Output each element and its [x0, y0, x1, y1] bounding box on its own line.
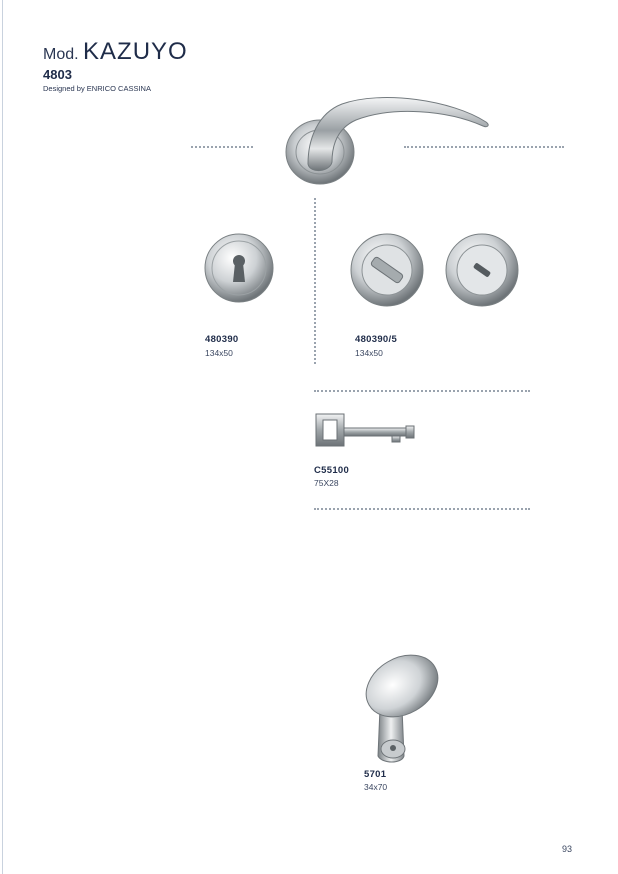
- product-code-C55100: C55100: [314, 465, 350, 476]
- designer-credit: Designed by ENRICO CASSINA: [43, 84, 151, 93]
- product-code-5701: 5701: [364, 769, 387, 780]
- divider-middle: [314, 390, 530, 392]
- model-name: KAZUYO: [83, 38, 188, 65]
- divider-lower: [314, 508, 530, 510]
- privacy-turn-image: [348, 232, 426, 308]
- emergency-key-image: [314, 410, 420, 450]
- divider-vertical: [314, 198, 316, 364]
- keyhole-escutcheon-image: [203, 232, 275, 304]
- product-dimensions-C55100: 75X28: [314, 478, 339, 488]
- lever-handle-image: [282, 92, 494, 194]
- coat-hook-image: [358, 648, 442, 766]
- model-number: 4803: [43, 67, 72, 82]
- product-dimensions-5701: 34x70: [364, 782, 388, 792]
- product-code-480390: 480390: [205, 334, 239, 345]
- emergency-release-image: [443, 232, 521, 308]
- model-title: [43, 38, 188, 66]
- divider-top-right: [404, 146, 564, 148]
- page-edge-rule: [2, 0, 3, 874]
- product-code-480390-5: 480390/5: [355, 334, 398, 345]
- model-prefix: Mod.: [43, 46, 79, 63]
- divider-top-left: [191, 146, 253, 148]
- page-number: 93: [562, 844, 573, 854]
- product-dimensions-480390: 134x50: [205, 348, 233, 358]
- product-dimensions-480390-5: 134x50: [355, 348, 383, 358]
